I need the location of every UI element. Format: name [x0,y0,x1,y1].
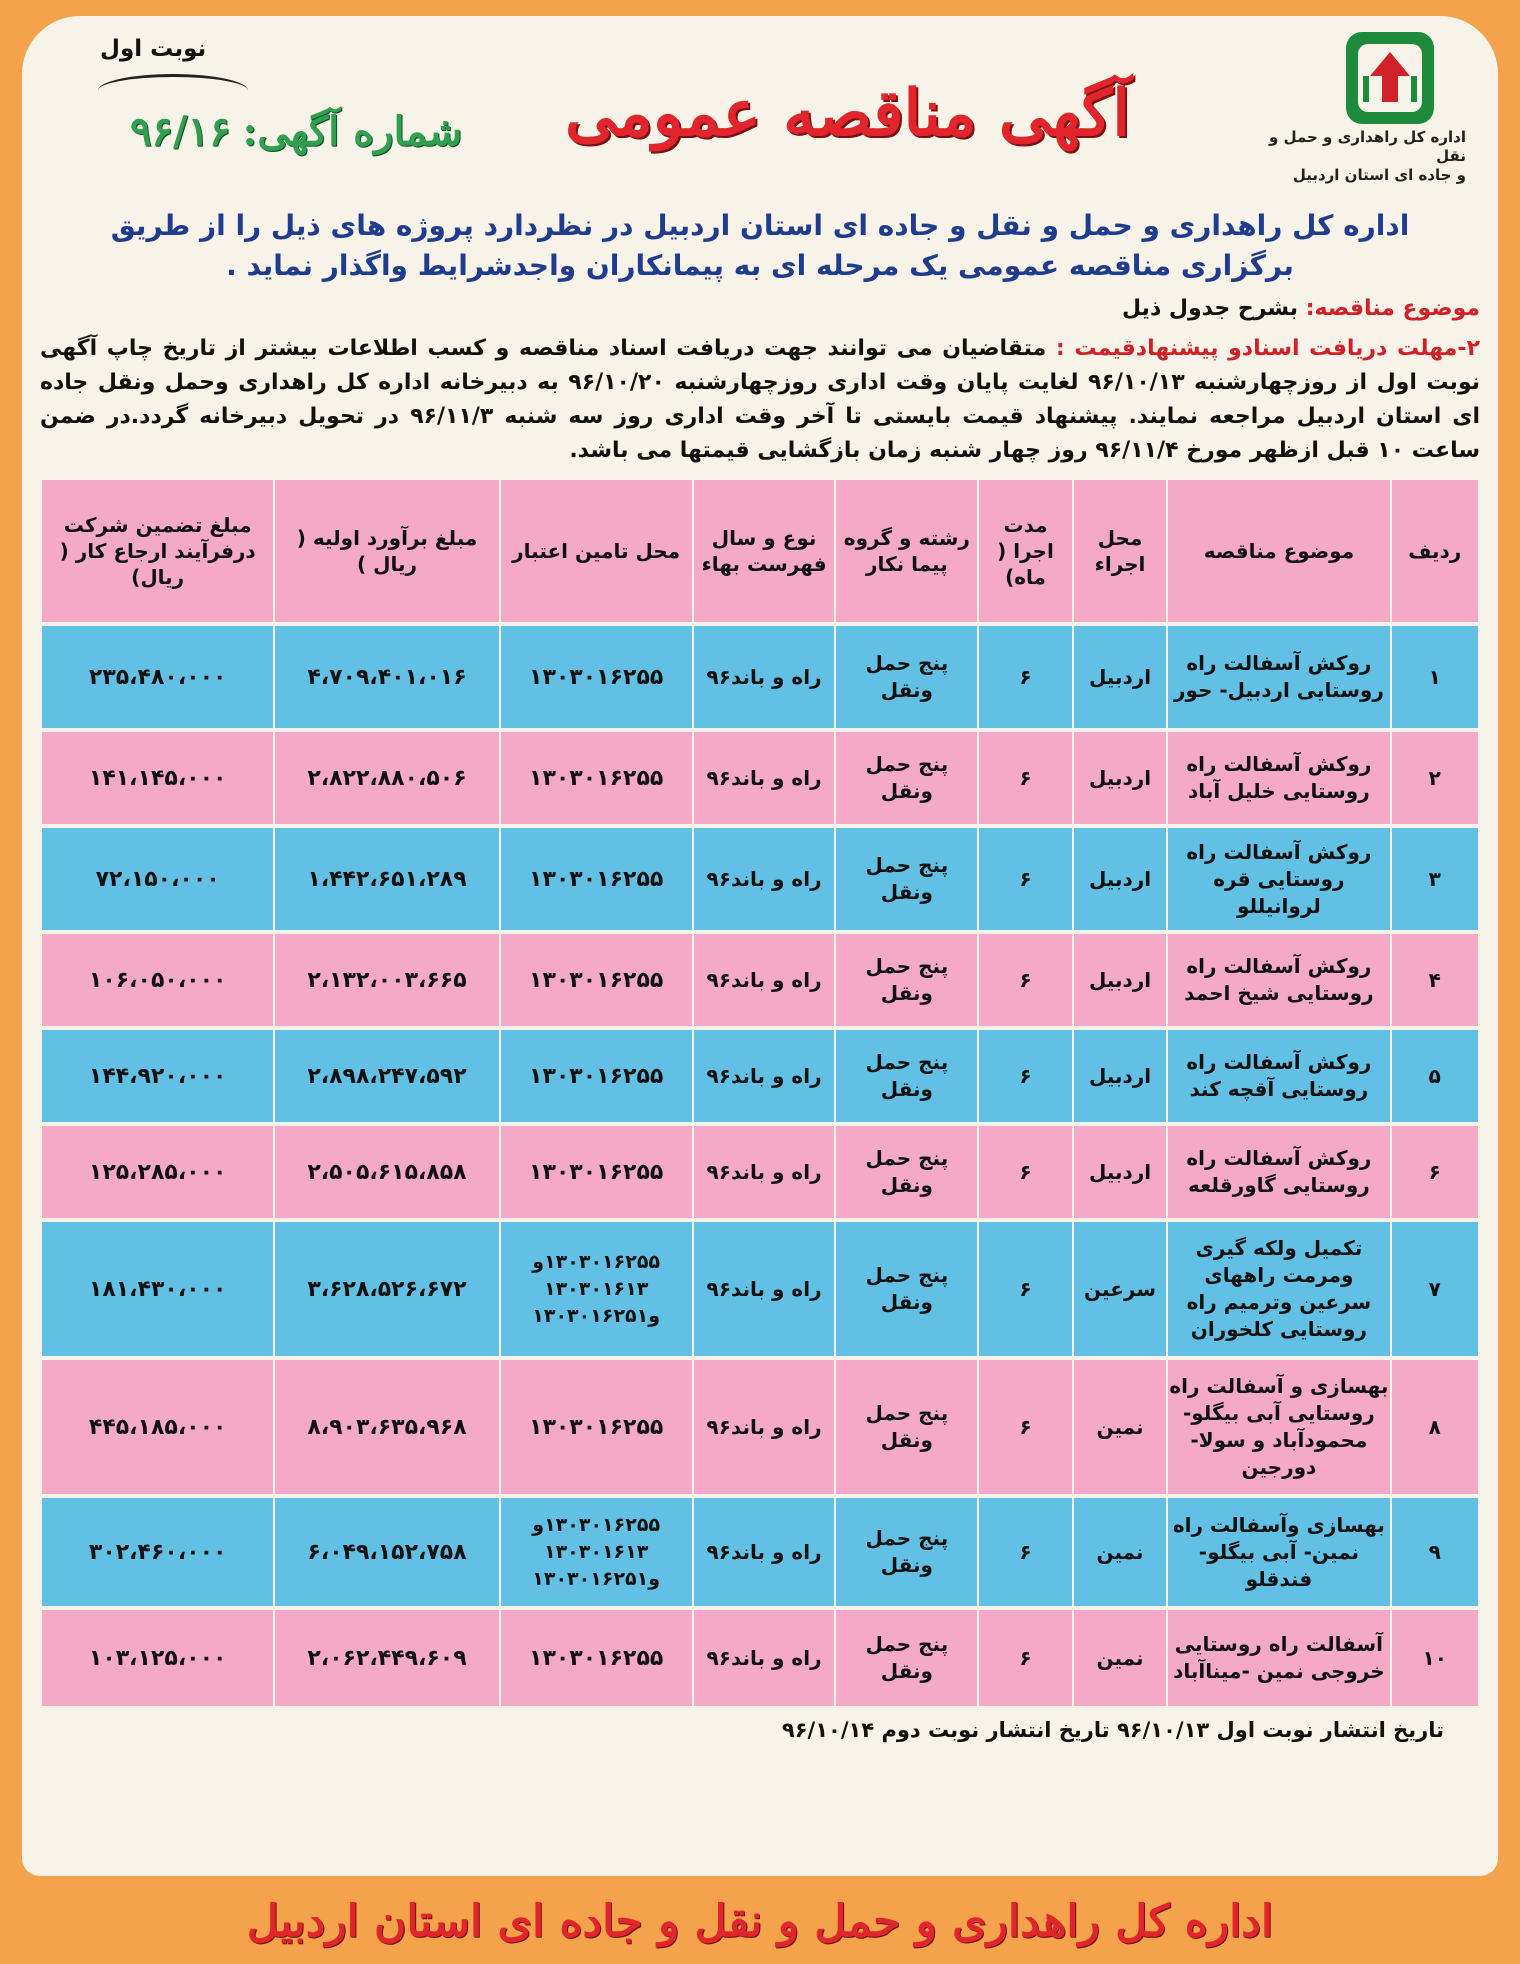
round-underline [98,74,248,107]
footer-org-name: اداره کل راهداری و حمل و نقل و جاده ای استان اردبیل [246,1896,1274,1947]
cell-duration: ۶ [979,1030,1072,1122]
header [40,16,1480,184]
cell-radif: ۷ [1392,1222,1478,1356]
header-subject: موضوع مناقصه [1168,480,1389,622]
cell-grade: پنج حمل ونقل [836,626,977,728]
cell-duration: ۶ [979,934,1072,1026]
cell-type: راه و باند۹۶ [694,828,835,930]
cell-type: راه و باند۹۶ [694,1360,835,1494]
header-credit: محل تامین اعتبار [501,480,692,622]
cell-estimate: ۴،۷۰۹،۴۰۱،۰۱۶ [275,626,498,728]
cell-type: راه و باند۹۶ [694,732,835,824]
cell-duration: ۶ [979,828,1072,930]
subject-line [40,292,1480,326]
cell-credit: ۱۳۰۳۰۱۶۲۵۵و ۱۳۰۳۰۱۶۱۳ و۱۳۰۳۰۱۶۲۵۱ [501,1222,692,1356]
cell-duration: ۶ [979,1610,1072,1706]
cell-subject: تکمیل ولکه گیری ومرمت راههای سرعین وترمیم راه روستایی کلخوران [1168,1222,1389,1356]
table-row [42,1610,1478,1706]
cell-guarantee: ۱۴۴،۹۲۰،۰۰۰ [42,1030,273,1122]
cell-grade: پنج حمل ونقل [836,828,977,930]
cell-duration: ۶ [979,1498,1072,1606]
cell-subject: روکش آسفالت راه روستایی شیخ احمد [1168,934,1389,1026]
cell-estimate: ۸،۹۰۳،۶۳۵،۹۶۸ [275,1360,498,1494]
cell-type: راه و باند۹۶ [694,1126,835,1218]
cell-grade: پنج حمل ونقل [836,934,977,1026]
cell-subject: روکش آسفالت راه روستایی خلیل آباد [1168,732,1389,824]
cell-place: اردبیل [1074,828,1167,930]
header-guarantee: مبلغ تضمین شرکت درفرآیند ارجاع کار ( ریال) [42,480,273,622]
cell-place: سرعین [1074,1222,1167,1356]
org-small-name [1256,128,1466,185]
notice-number [130,108,462,155]
cell-guarantee: ۷۲،۱۵۰،۰۰۰ [42,828,273,930]
cell-grade: پنج حمل ونقل [836,1610,977,1706]
table-row [42,1126,1478,1218]
cell-estimate: ۲،۸۲۲،۸۸۰،۵۰۶ [275,732,498,824]
cell-subject: بهسازی وآسفالت راه نمین- آبی بیگلو-فندقلو [1168,1498,1389,1606]
cell-estimate: ۲،۸۹۸،۲۴۷،۵۹۲ [275,1030,498,1122]
cell-subject: آسفالت راه روستایی خروجی نمین -میناآباد [1168,1610,1389,1706]
notice-number-label: شماره آگهی: [242,108,463,155]
notice-number-value: ۹۶/۱۶ [130,108,231,155]
round-label: نوبت اول [100,36,207,62]
cell-place: اردبیل [1074,626,1167,728]
cell-guarantee: ۲۳۵،۴۸۰،۰۰۰ [42,626,273,728]
header-duration: مدت اجرا ( ماه) [979,480,1072,622]
notice-sheet [22,16,1498,1876]
table-row [42,1498,1478,1606]
cell-estimate: ۲،۱۳۲،۰۰۳،۶۶۵ [275,934,498,1026]
cell-type: راه و باند۹۶ [694,1610,835,1706]
cell-duration: ۶ [979,1360,1072,1494]
cell-place: اردبیل [1074,1030,1167,1122]
table-row [42,626,1478,728]
table-row [42,1030,1478,1122]
cell-subject: روکش آسفالت راه روستایی قره لروانیللو [1168,828,1389,930]
cell-grade: پنج حمل ونقل [836,732,977,824]
cell-place: نمین [1074,1610,1167,1706]
cell-radif: ۱۰ [1392,1610,1478,1706]
cell-radif: ۴ [1392,934,1478,1026]
header-estimate: مبلغ برآورد اولیه ( ریال ) [275,480,498,622]
cell-radif: ۲ [1392,732,1478,824]
cell-credit: ۱۳۰۳۰۱۶۲۵۵ [501,1126,692,1218]
deadline-text: متقاضیان می توانند جهت دریافت اسناد مناقصه و کسب اطلاعات بیشتر از تاریخ چاپ آگهی نوبت اول از روزچهارشنبه ۹۶/۱۰/۱۳ لغایت پایان وقت اداری روزچهارشنبه ۹۶/۱۰/۲۰ به دبیرخانه اداره کل راهداری وحمل ونقل جاده ای استان اردبیل مراجعه نمایند. پیشنهاد قیمت بایستی تا آخر وقت اداری روز سه شنبه ۹۶/۱۱/۳ در تحویل دبیرخانه گردد.در ضمن ساعت ۱۰ قبل ازظهر مورخ ۹۶/۱۱/۴ روز چهار شنبه زمان بازگشایی قیمتها می باشد. [40,336,1480,463]
org-small-line-2: و جاده ای استان اردبیل [1292,166,1466,184]
cell-estimate: ۱،۴۴۲،۶۵۱،۲۸۹ [275,828,498,930]
table-row [42,1360,1478,1494]
cell-radif: ۸ [1392,1360,1478,1494]
cell-estimate: ۳،۶۲۸،۵۲۶،۶۷۲ [275,1222,498,1356]
cell-estimate: ۲،۰۶۲،۴۴۹،۶۰۹ [275,1610,498,1706]
deadline-label: ۲-مهلت دریافت اسنادو پیشنهادقیمت : [1055,336,1480,361]
publication-dates: تاریخ انتشار نوبت اول ۹۶/۱۰/۱۳ تاریخ انتشار نوبت دوم ۹۶/۱۰/۱۴ [781,1718,1444,1742]
cell-grade: پنج حمل ونقل [836,1030,977,1122]
cell-place: اردبیل [1074,732,1167,824]
cell-type: راه و باند۹۶ [694,626,835,728]
cell-radif: ۵ [1392,1030,1478,1122]
cell-radif: ۳ [1392,828,1478,930]
deadline-paragraph [40,332,1480,468]
header-place: محل اجراء [1074,480,1167,622]
cell-grade: پنج حمل ونقل [836,1126,977,1218]
cell-duration: ۶ [979,1222,1072,1356]
table-row [42,1222,1478,1356]
cell-place: نمین [1074,1360,1167,1494]
cell-place: اردبیل [1074,1126,1167,1218]
cell-guarantee: ۱۰۳،۱۲۵،۰۰۰ [42,1610,273,1706]
cell-subject: روکش آسفالت راه روستایی آقچه کند [1168,1030,1389,1122]
cell-credit: ۱۳۰۳۰۱۶۲۵۵ [501,1610,692,1706]
cell-credit: ۱۳۰۳۰۱۶۲۵۵ [501,1360,692,1494]
cell-estimate: ۶،۰۴۹،۱۵۲،۷۵۸ [275,1498,498,1606]
cell-subject: روکش آسفالت راه روستایی گاورقلعه [1168,1126,1389,1218]
cell-place: اردبیل [1074,934,1167,1026]
header-type: نوع و سال فهرست بهاء [694,480,835,622]
cell-credit: ۱۳۰۳۰۱۶۲۵۵ [501,626,692,728]
header-grade: رشته و گروه پیما نکار [836,480,977,622]
cell-guarantee: ۱۲۵،۲۸۵،۰۰۰ [42,1126,273,1218]
table-row [42,732,1478,824]
cell-type: راه و باند۹۶ [694,1030,835,1122]
cell-credit: ۱۳۰۳۰۱۶۲۵۵ [501,934,692,1026]
subject-text: بشرح جدول ذیل [1122,296,1299,321]
cell-guarantee: ۱۰۶،۰۵۰،۰۰۰ [42,934,273,1026]
rmto-logo-icon [1344,30,1436,126]
cell-guarantee: ۱۸۱،۴۳۰،۰۰۰ [42,1222,273,1356]
cell-credit: ۱۳۰۳۰۱۶۲۵۵ [501,732,692,824]
cell-guarantee: ۱۴۱،۱۴۵،۰۰۰ [42,732,273,824]
cell-guarantee: ۴۴۵،۱۸۵،۰۰۰ [42,1360,273,1494]
tender-table [40,476,1480,1710]
cell-radif: ۶ [1392,1126,1478,1218]
cell-duration: ۶ [979,626,1072,728]
cell-grade: پنج حمل ونقل [836,1222,977,1356]
cell-credit: ۱۳۰۳۰۱۶۲۵۵ [501,1030,692,1122]
cell-radif: ۹ [1392,1498,1478,1606]
table-row [42,828,1478,930]
cell-radif: ۱ [1392,626,1478,728]
cell-credit: ۱۳۰۳۰۱۶۲۵۵و ۱۳۰۳۰۱۶۱۳ و۱۳۰۳۰۱۶۲۵۱ [501,1498,692,1606]
header-radif: ردیف [1392,480,1478,622]
cell-estimate: ۲،۵۰۵،۶۱۵،۸۵۸ [275,1126,498,1218]
cell-grade: پنج حمل ونقل [836,1498,977,1606]
cell-duration: ۶ [979,732,1072,824]
cell-guarantee: ۳۰۲،۴۶۰،۰۰۰ [42,1498,273,1606]
cell-place: نمین [1074,1498,1167,1606]
cell-type: راه و باند۹۶ [694,1498,835,1606]
org-small-line-1: اداره کل راهداری و حمل و نقل [1269,128,1466,165]
intro-text: اداره کل راهداری و حمل و نقل و جاده ای استان اردبیل در نظردارد پروژه های ذیل را از طریق برگزاری مناقصه عمومی یک مرحله ای به پیمانکاران واجدشرایط واگذار نماید . [110,209,1410,282]
cell-type: راه و باند۹۶ [694,934,835,1026]
cell-credit: ۱۳۰۳۰۱۶۲۵۵ [501,828,692,930]
cell-grade: پنج حمل ونقل [836,1360,977,1494]
cell-subject: روکش آسفالت راه روستایی اردبیل- حور [1168,626,1389,728]
table-row [42,934,1478,1026]
table-header-row [42,480,1478,622]
cell-type: راه و باند۹۶ [694,1222,835,1356]
notice-title: آگهی مناقصه عمومی [564,76,1130,151]
cell-duration: ۶ [979,1126,1072,1218]
subject-label: موضوع مناقصه: [1305,296,1480,321]
cell-subject: بهسازی و آسفالت راه روستایی آبی بیگلو- محمودآباد و سولا- دورجین [1168,1360,1389,1494]
